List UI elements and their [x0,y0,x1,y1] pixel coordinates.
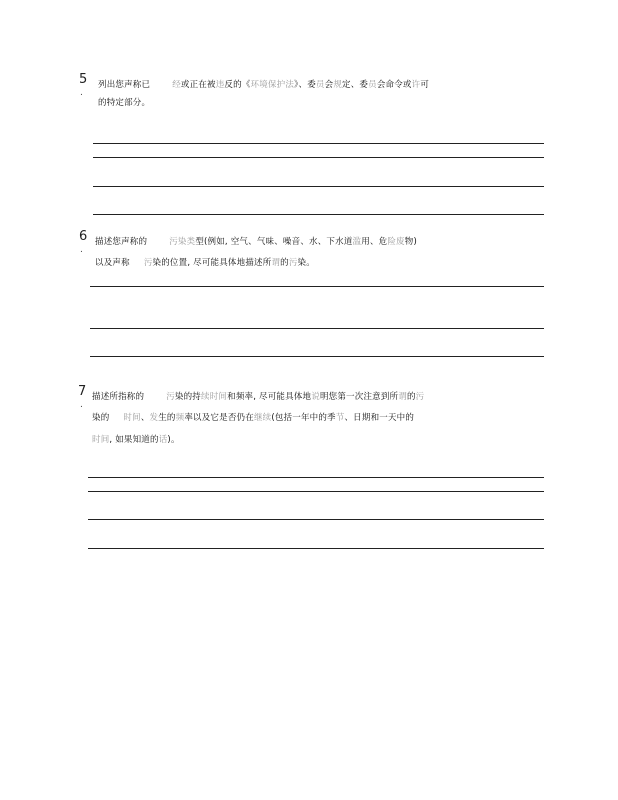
answer-line [93,214,544,215]
question-6-text-line-2: 以及声称 污染的位置, 尽可能具体地描述所谓的污染。 [95,258,315,268]
answer-line [93,143,544,144]
question-7-dot: . [80,400,83,410]
answer-line [88,477,544,478]
question-6-text-line-1: 描述您声称的 污染类型(例如, 空气、气味、噪音、水、下水道滥用、危险废物) [95,237,417,247]
answer-line [90,356,544,357]
question-7-text-line-1: 描述所指称的 污染的持续时间和频率, 尽可能具体地说明您第一次注意到所谓的污 [92,392,425,402]
answer-line [93,157,544,158]
answer-line [90,328,544,329]
question-6-number: 6 [79,229,88,244]
answer-line [88,519,544,520]
question-7-text-line-3: 时间, 如果知道的话)。 [92,435,180,445]
question-5-text-line-2: 的特定部分。 [98,98,151,108]
answer-line [93,186,544,187]
question-6-dot: . [80,245,83,255]
question-5-dot: . [80,88,83,98]
answer-line [90,286,544,287]
question-5-number: 5 [79,72,88,87]
answer-line [88,548,544,549]
question-5-text-line-1: 列出您声称已 经或正在被违反的《环境保护法》、委员会规定、委员会命令或许可 [98,80,430,90]
question-7-number: 7 [78,384,87,399]
answer-line [88,491,544,492]
question-7-text-line-2: 染的 时间、发生的频率以及它是否仍在继续(包括一年中的季节、日期和一天中的 [92,413,415,423]
